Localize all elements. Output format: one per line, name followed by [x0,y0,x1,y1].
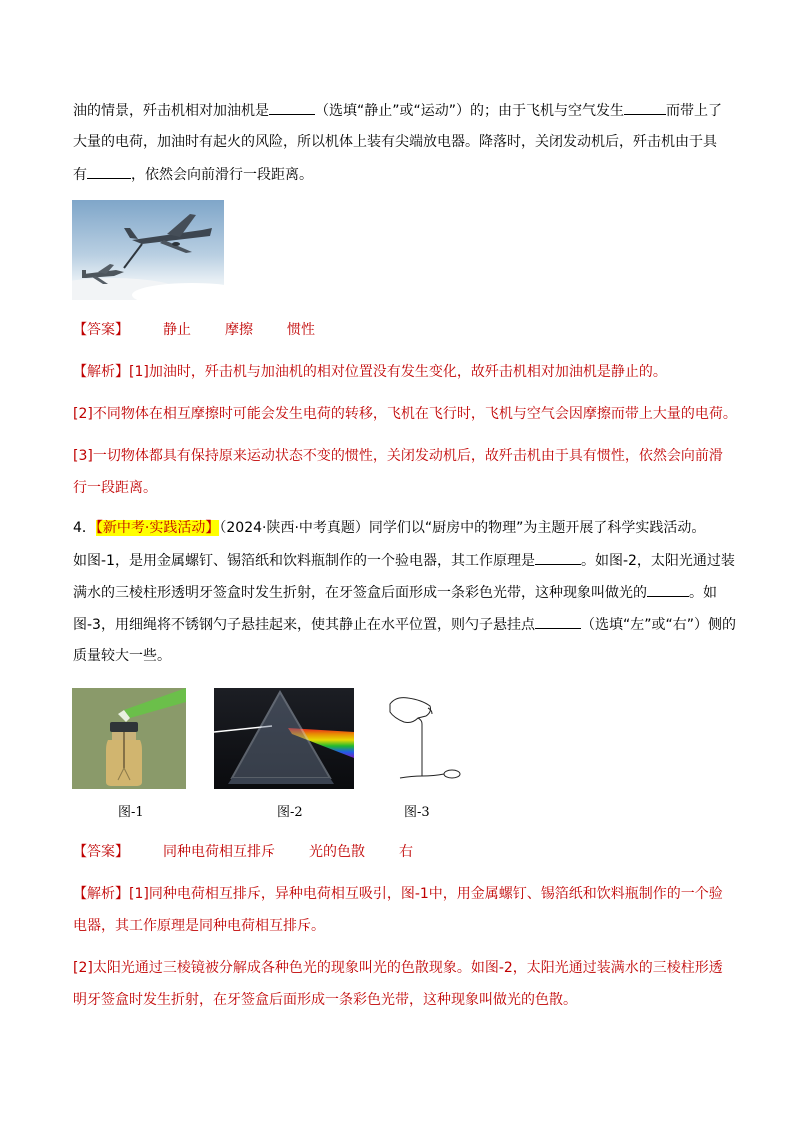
q4-text: 。如图-2，太阳光通过装 [580,553,735,569]
answer-blank [269,100,315,115]
answer-blank [87,164,131,179]
q3-text: ，依然会向前滑行一段距离。 [131,167,313,183]
q4-analysis-line-3: [2]太阳光通过三棱镜被分解成各种色光的现象叫光的色散现象。如图-2，太阳光通过装满水的三棱柱形透 [73,960,723,976]
figure-1-caption: 图-1 [118,805,144,820]
answer-blank [624,100,666,115]
q4-text: 图-3，用细绳将不锈钢勺子悬挂起来，使其静止在水平位置，则勺子悬挂点 [73,617,535,633]
answer-1: 同种电荷相互排斥 [163,844,275,860]
figure-3-spoon-image [382,690,464,789]
q3-stem-line-2: 大量的电荷，加油时有起火的风险，所以机体上装有尖端放电器。降落时，关闭发动机后，歼击机由于具 [73,134,717,150]
figure-3-caption: 图-3 [404,805,430,820]
q4-text: 如图-1，是用金属螺钉、锡箔纸和饮料瓶制作的一个验电器，其工作原理是 [73,553,535,569]
q3-analysis-line-1 [73,362,667,382]
figure-2-prism-image [214,688,354,789]
q4-stem-line-2 [73,550,735,571]
q4-stem-line-3 [73,582,717,603]
answer-blank [535,550,581,565]
figure-2-caption: 图-2 [277,805,303,820]
answer-blank [535,614,581,629]
q3-analysis-line-3: [3]一切物体都具有保持原来运动状态不变的惯性，关闭发动机后，故歼击机由于具有惯性，依然会向前滑 [73,448,723,464]
q3-stem-line-1 [73,100,722,121]
q4-text: 。如 [689,585,717,601]
analysis-text: [1]同种电荷相互排斥，异种电荷相互吸引，图-1中，用金属螺钉、锡箔纸和饮料瓶制作的一个验 [129,886,723,902]
q4-text: 满水的三棱柱形透明牙签盒时发生折射，在牙签盒后面形成一条彩色光带，这种现象叫做光的 [73,585,647,601]
question-badge: 【新中考·实践活动】 [95,520,220,536]
answer-2: 光的色散 [309,844,365,860]
q4-stem-line-5: 质量较大一些。 [73,648,171,664]
q4-analysis-line-2: 电器，其工作原理是同种电荷相互排斥。 [73,918,325,934]
analysis-tag: 【解析】 [73,886,129,902]
analysis-tag: 【解析】 [73,364,129,380]
q4-text: （选填“左”或“右”）侧的 [580,617,736,633]
answer-tag: 【答案】 [73,322,129,338]
q4-stem-line-1 [73,518,705,538]
q3-text: （选填“静止”或“运动”）的；由于飞机与空气发生 [315,103,625,119]
q4-analysis-line-1 [73,884,723,904]
q3-text: 而带上了 [666,103,723,119]
q4-stem-line-4 [73,614,736,635]
answer-2: 摩擦 [225,322,253,338]
q3-analysis-line-4: 行一段距离。 [73,480,157,496]
q3-text: 有 [73,167,87,183]
q3-answer-line [73,320,315,340]
q3-stem-line-3 [73,164,313,185]
aerial-refueling-image [72,200,224,300]
answer-blank [647,582,689,597]
answer-3: 右 [399,844,413,860]
question-source: （2024·陕西·中考真题）同学们以“厨房中的物理”为主题开展了科学实践活动。 [219,520,706,536]
analysis-text: [1]加油时，歼击机与加油机的相对位置没有发生变化，故歼击机相对加油机是静止的。 [129,364,667,380]
q4-analysis-line-4: 明牙签盒时发生折射，在牙签盒后面形成一条彩色光带，这种现象叫做光的色散。 [73,992,577,1008]
q4-answer-line [73,842,413,862]
q3-analysis-line-2: [2]不同物体在相互摩擦时可能会发生电荷的转移，飞机在飞行时，飞机与空气会因摩擦而带上大量的电荷。 [73,406,737,422]
q3-text: 油的情景，歼击机相对加油机是 [73,103,269,119]
answer-1: 静止 [163,322,191,338]
figure-1-electroscope-image [72,688,186,789]
answer-tag: 【答案】 [73,844,129,860]
question-number: 4． [73,520,96,536]
answer-3: 惯性 [287,322,315,338]
